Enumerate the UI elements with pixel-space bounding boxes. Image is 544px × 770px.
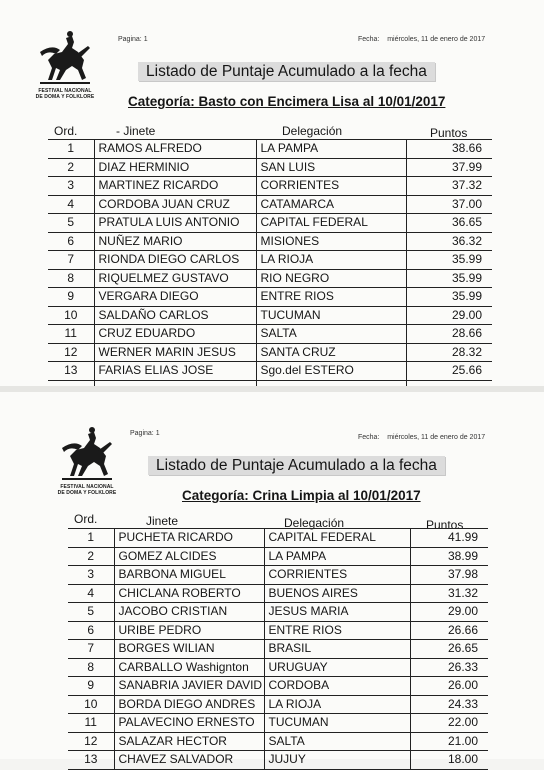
table-row <box>48 251 492 270</box>
delegation-cell: RIO NEGRO <box>256 269 406 288</box>
table-row <box>68 658 488 677</box>
table-row <box>68 566 488 585</box>
points-cell: 26.65 <box>410 640 488 659</box>
points-cell: 36.65 <box>406 214 492 233</box>
rank-cell: 13 <box>48 362 94 381</box>
report-banner: Listado de Puntaje Acumulado a la fecha <box>148 456 445 475</box>
delegation-cell: Sgo.del ESTERO <box>256 362 406 381</box>
results-sheet-crina <box>0 392 544 767</box>
points-cell: 29.00 <box>406 306 492 325</box>
rider-cell: SALAZAR HECTOR <box>114 732 264 751</box>
table-row <box>48 158 492 177</box>
rank-cell: 12 <box>48 343 94 362</box>
table-row <box>68 677 488 696</box>
page-indicator <box>130 430 160 437</box>
rider-cell: CRUZ EDUARDO <box>94 325 256 344</box>
col-header-ord: Ord. <box>54 124 78 138</box>
rank-cell: 10 <box>48 306 94 325</box>
col-header-puntos: Puntos <box>430 126 468 140</box>
rank-cell: 11 <box>68 714 114 733</box>
points-cell: 28.66 <box>406 325 492 344</box>
delegation-cell: ENTRE RIOS <box>264 621 410 640</box>
date-value: miércoles, 11 de enero de 2017 <box>387 36 486 43</box>
table-row <box>48 140 492 159</box>
rank-cell: 13 <box>68 751 114 770</box>
col-header-puntos: Puntos <box>426 518 464 532</box>
logo-caption: FESTIVAL NACIONAL DE DOMA Y FOLKLORE <box>35 88 95 100</box>
delegation-cell: TUCUMAN <box>256 306 406 325</box>
rider-cell: NUÑEZ MARIO <box>94 232 256 251</box>
col-header-jinete: - Jinete <box>116 124 156 138</box>
page-label: Pagina: <box>118 36 142 43</box>
delegation-cell: CAPITAL FEDERAL <box>256 214 406 233</box>
delegation-cell: CORRIENTES <box>264 566 410 585</box>
points-cell: 22.00 <box>410 714 488 733</box>
rider-cell: MARTINEZ RICARDO <box>94 177 256 196</box>
points-cell: 38.66 <box>406 140 492 159</box>
delegation-cell: CAPITAL FEDERAL <box>264 529 410 548</box>
rider-cell: CARBALLO Washignton <box>114 658 264 677</box>
rider-cell: FARIAS ELIAS JOSE <box>94 362 256 381</box>
rider-cell: URIBE PEDRO <box>114 621 264 640</box>
rank-cell: 2 <box>68 547 114 566</box>
col-header-ord: Ord. <box>74 512 98 526</box>
rider-cell: BORGES WILIAN <box>114 640 264 659</box>
rank-cell: 4 <box>48 195 94 214</box>
points-cell: 26.00 <box>410 677 488 696</box>
points-cell: 37.99 <box>406 158 492 177</box>
rank-cell: 5 <box>68 603 114 622</box>
rank-cell: 12 <box>68 732 114 751</box>
rider-cell: WERNER MARIN JESUS <box>94 343 256 362</box>
rider-cell: SALDAÑO CARLOS <box>94 306 256 325</box>
points-cell: 38.99 <box>410 547 488 566</box>
points-cell: 26.33 <box>410 658 488 677</box>
festival-logo <box>52 426 122 496</box>
table-row <box>48 325 492 344</box>
points-cell: 29.00 <box>410 603 488 622</box>
rank-cell: 4 <box>68 584 114 603</box>
table-row <box>68 751 488 770</box>
rank-cell: 6 <box>48 232 94 251</box>
rank-cell: 8 <box>48 269 94 288</box>
delegation-cell: SALTA <box>264 732 410 751</box>
rank-cell: 6 <box>68 621 114 640</box>
rider-cell: DIAZ HERMINIO <box>94 158 256 177</box>
ranking-table <box>68 528 488 770</box>
table-row <box>48 232 492 251</box>
delegation-cell: CORDOBA <box>264 677 410 696</box>
col-header-delegacion: Delegación <box>282 124 343 138</box>
rank-cell: 2 <box>48 158 94 177</box>
delegation-cell: CATAMARCA <box>256 195 406 214</box>
table-row <box>68 584 488 603</box>
delegation-cell: TUCUMAN <box>264 714 410 733</box>
table-row <box>68 640 488 659</box>
rank-cell: 11 <box>48 325 94 344</box>
delegation-cell: CORRIENTES <box>256 177 406 196</box>
rank-cell: 1 <box>48 140 94 159</box>
rider-cell: RIQUELMEZ GUSTAVO <box>94 269 256 288</box>
table-row <box>48 195 492 214</box>
points-cell: 36.32 <box>406 232 492 251</box>
delegation-cell: SANTA CRUZ <box>256 343 406 362</box>
table-row <box>48 306 492 325</box>
table-row <box>68 621 488 640</box>
rider-cell: VERGARA DIEGO <box>94 288 256 307</box>
date-label: Fecha: <box>358 434 380 441</box>
delegation-cell: URUGUAY <box>264 658 410 677</box>
ranking-table <box>48 139 492 403</box>
delegation-cell: LA RIOJA <box>256 251 406 270</box>
table-row <box>48 343 492 362</box>
date-label: Fecha: <box>358 36 380 43</box>
col-header-jinete: Jinete <box>146 514 179 528</box>
delegation-cell: MISIONES <box>256 232 406 251</box>
table-row <box>68 547 488 566</box>
rank-cell: 7 <box>48 251 94 270</box>
delegation-cell: BRASIL <box>264 640 410 659</box>
rank-cell: 5 <box>48 214 94 233</box>
rank-cell: 3 <box>68 566 114 585</box>
rank-cell: 9 <box>48 288 94 307</box>
rider-cell: JACOBO CRISTIAN <box>114 603 264 622</box>
points-cell: 35.99 <box>406 251 492 270</box>
table-row <box>68 695 488 714</box>
delegation-cell: SAN LUIS <box>256 158 406 177</box>
rider-cell: BARBONA MIGUEL <box>114 566 264 585</box>
col-header-delegacion: Delegación <box>284 516 345 530</box>
date-indicator <box>358 434 485 441</box>
points-cell: 26.66 <box>410 621 488 640</box>
delegation-cell: JESUS MARIA <box>264 603 410 622</box>
page-label: Pagina: <box>130 430 154 437</box>
category-title: Categoría: Crina Limpia al 10/01/2017 <box>182 488 421 503</box>
table-row <box>48 362 492 381</box>
points-cell: 37.32 <box>406 177 492 196</box>
points-cell: 35.99 <box>406 269 492 288</box>
rank-cell: 9 <box>68 677 114 696</box>
table-row <box>68 529 488 548</box>
points-cell: 35.99 <box>406 288 492 307</box>
table-row <box>48 214 492 233</box>
date-value: miércoles, 11 de enero de 2017 <box>387 434 486 441</box>
rider-cell: PRATULA LUIS ANTONIO <box>94 214 256 233</box>
date-indicator <box>358 36 485 43</box>
points-cell: 41.99 <box>410 529 488 548</box>
delegation-cell: ENTRE RIOS <box>256 288 406 307</box>
points-cell: 31.32 <box>410 584 488 603</box>
rank-cell: 3 <box>48 177 94 196</box>
points-cell: 24.33 <box>410 695 488 714</box>
table-row <box>68 714 488 733</box>
rider-cell: BORDA DIEGO ANDRES <box>114 695 264 714</box>
table-row <box>48 177 492 196</box>
table-row <box>68 732 488 751</box>
delegation-cell: SALTA <box>256 325 406 344</box>
rider-cell: CHAVEZ SALVADOR <box>114 751 264 770</box>
festival-logo <box>30 30 100 100</box>
rider-cell: PUCHETA RICARDO <box>114 529 264 548</box>
table-row <box>48 288 492 307</box>
delegation-cell: LA PAMPA <box>256 140 406 159</box>
points-cell: 25.66 <box>406 362 492 381</box>
table-row <box>48 269 492 288</box>
table-row <box>68 603 488 622</box>
points-cell: 18.00 <box>410 751 488 770</box>
rank-cell: 1 <box>68 529 114 548</box>
rank-cell: 10 <box>68 695 114 714</box>
rank-cell: 7 <box>68 640 114 659</box>
rider-cell: PALAVECINO ERNESTO <box>114 714 264 733</box>
rank-cell: 8 <box>68 658 114 677</box>
delegation-cell: LA RIOJA <box>264 695 410 714</box>
delegation-cell: JUJUY <box>264 751 410 770</box>
page-number: 1 <box>155 430 160 437</box>
points-cell: 37.98 <box>410 566 488 585</box>
category-title: Categoría: Basto con Encimera Lisa al 10/01/2017 <box>128 94 446 109</box>
horse-rider-icon <box>30 30 100 88</box>
delegation-cell: BUENOS AIRES <box>264 584 410 603</box>
rider-cell: CHICLANA ROBERTO <box>114 584 264 603</box>
page-number: 1 <box>143 36 148 43</box>
points-cell: 37.00 <box>406 195 492 214</box>
rider-cell: CORDOBA JUAN CRUZ <box>94 195 256 214</box>
horse-rider-icon <box>52 426 122 484</box>
points-cell: 28.32 <box>406 343 492 362</box>
logo-caption: FESTIVAL NACIONAL DE DOMA Y FOLKLORE <box>57 484 117 496</box>
delegation-cell: LA PAMPA <box>264 547 410 566</box>
rider-cell: RAMOS ALFREDO <box>94 140 256 159</box>
rider-cell: GOMEZ ALCIDES <box>114 547 264 566</box>
points-cell: 21.00 <box>410 732 488 751</box>
rider-cell: SANABRIA JAVIER DAVID <box>114 677 264 696</box>
rider-cell: RIONDA DIEGO CARLOS <box>94 251 256 270</box>
page-indicator <box>118 36 148 43</box>
report-banner: Listado de Puntaje Acumulado a la fecha <box>138 62 435 81</box>
